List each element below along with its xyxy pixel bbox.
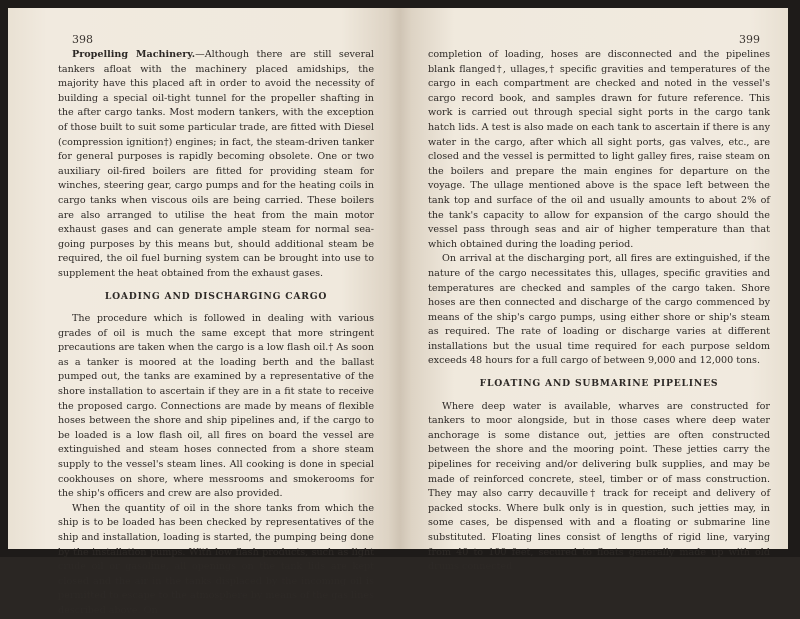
propelling-machinery-runin: Propelling Machinery. <box>72 49 196 60</box>
right-page <box>400 8 788 573</box>
left-page <box>8 8 400 616</box>
discharging-port-paragraph: On arrival at the discharging port, all fires are extinguished, if the nature of the cargo necessitates this, ullages, specific gravities and temperatures are checked and samples of the cargo taken. Shore hoses are then connected and discharge of the cargo commenced by means of the ship's cargo pumps, using either shore or ship's steam as required. The rate of loading or discharge varies at different installations but the usual time required for each purpose seldom exceeds 48 hours for a full cargo of between 9,000 and 12,000 tons. <box>428 253 770 367</box>
completion-loading-paragraph: completion of loading, hoses are disconnected and the pipelines blank flanged†, ullages,† specific gravities and temperatures of the cargo in each compartment are checked and noted in the vessel's cargo record book, and samples drawn for future reference. This work is carried out through special sight ports in the cargo tank hatch lids. A test is also made on each tank to ascertain if there is any water in the cargo, after which all sight ports, gas valves, etc., are closed and the vessel is permitted to light galley fires, raise steam on the boilers and prepare the main engines for departure on the voyage. The ullage mentioned above is the space left between the tank top and surface of the oil and usually amounts to about 2% of the tank's capacity to allow for expansion of the cargo should the vessel pass through seas and air of higher temperature than that which obtained during the loading period. <box>428 49 770 250</box>
right-page-number: 399 <box>739 33 760 46</box>
propelling-machinery-text: —Although there are still several tankers afloat with the machinery placed amidships, the majority have this placed aft in order to avoid the necessity of building a special oil-tight tunnel for the propeller shafting in the after cargo tanks. Most modern tankers, with the exception of those built to suit some particular trade, are fitted with Diesel (compression ignition†) engines; in fact, the steam-driven tanker for general purposes is rapidly becoming obsolete. One or two auxiliary oil-fired boilers are fitted for providing steam for winches, steering gear, cargo pumps and for the heating coils in cargo tanks when viscous oils are being carried. These boilers are also arranged to utilise the heat from the main motor exhaust gases and can generate ample steam for normal sea-going purposes by this means but, should additional steam be required, the oil fuel burning system can be brought into use to supplement the heat obtained from the exhaust gases. <box>58 49 374 279</box>
pipelines-heading: FLOATING AND SUBMARINE PIPELINES <box>479 378 719 390</box>
left-page-text <box>58 48 374 619</box>
left-page-number: 398 <box>72 33 93 46</box>
loading-discharging-heading: LOADING AND DISCHARGING CARGO <box>104 290 328 302</box>
deep-water-paragraph: Where deep water is available, wharves are constructed for tankers to moor alongside, but in those cases where deep water anchorage is some distance out, jetties are often constructed between the shore and the mooring point. These jetties carry the pipelines for receiving and/or delivering bulk supplies, and may be made of reinforced concrete, steel, timber or of mass construction. They may also carry decauville† track for receipt and delivery of packed stocks. Where bulk only is in question, such jetties may, in some cases, be dispensed with and a floating or submarine line substituted. Floating lines consist of lengths of rigid line, varying from 40 to 100 feet, secured to floats generally made up with old drums connected <box>428 400 770 573</box>
loading-quantity-paragraph: When the quantity of oil in the shore tanks from which the ship is to be loaded has been checked by representatives of the ship and installation, loading is started, the pumping being done by the installation pumps. With low flash products, such as light crude oil or gasoline, all openings on the tank lids are kept closed and the air in the tanks displaced by the incoming oil is permitted to escape to the atmosphere by means of the gas lines described above. On <box>58 502 374 616</box>
right-page-text <box>428 48 770 575</box>
loading-procedure-paragraph: The procedure which is followed in dealing with various grades of oil is much the same except that more stringent precautions are taken when the cargo is a low flash oil.† As soon as a tanker is moored at the loading berth and the ballast pumped out, the tanks are examined by a representative of the shore installation to ascertain if they are in a fit state to receive the proposed cargo. Connections are made by means of flexible hoses between the shore and ship pipelines and, if the cargo to be loaded is a low flash oil, all fires on board the vessel are extinguished and steam hoses connected from a shore steam supply to the vessel's steam lines. All cooking is done in special cookhouses on shore, where messrooms and smokerooms for the ship's officers and crew are also provided. <box>58 313 374 500</box>
propelling-machinery-paragraph <box>58 48 374 282</box>
